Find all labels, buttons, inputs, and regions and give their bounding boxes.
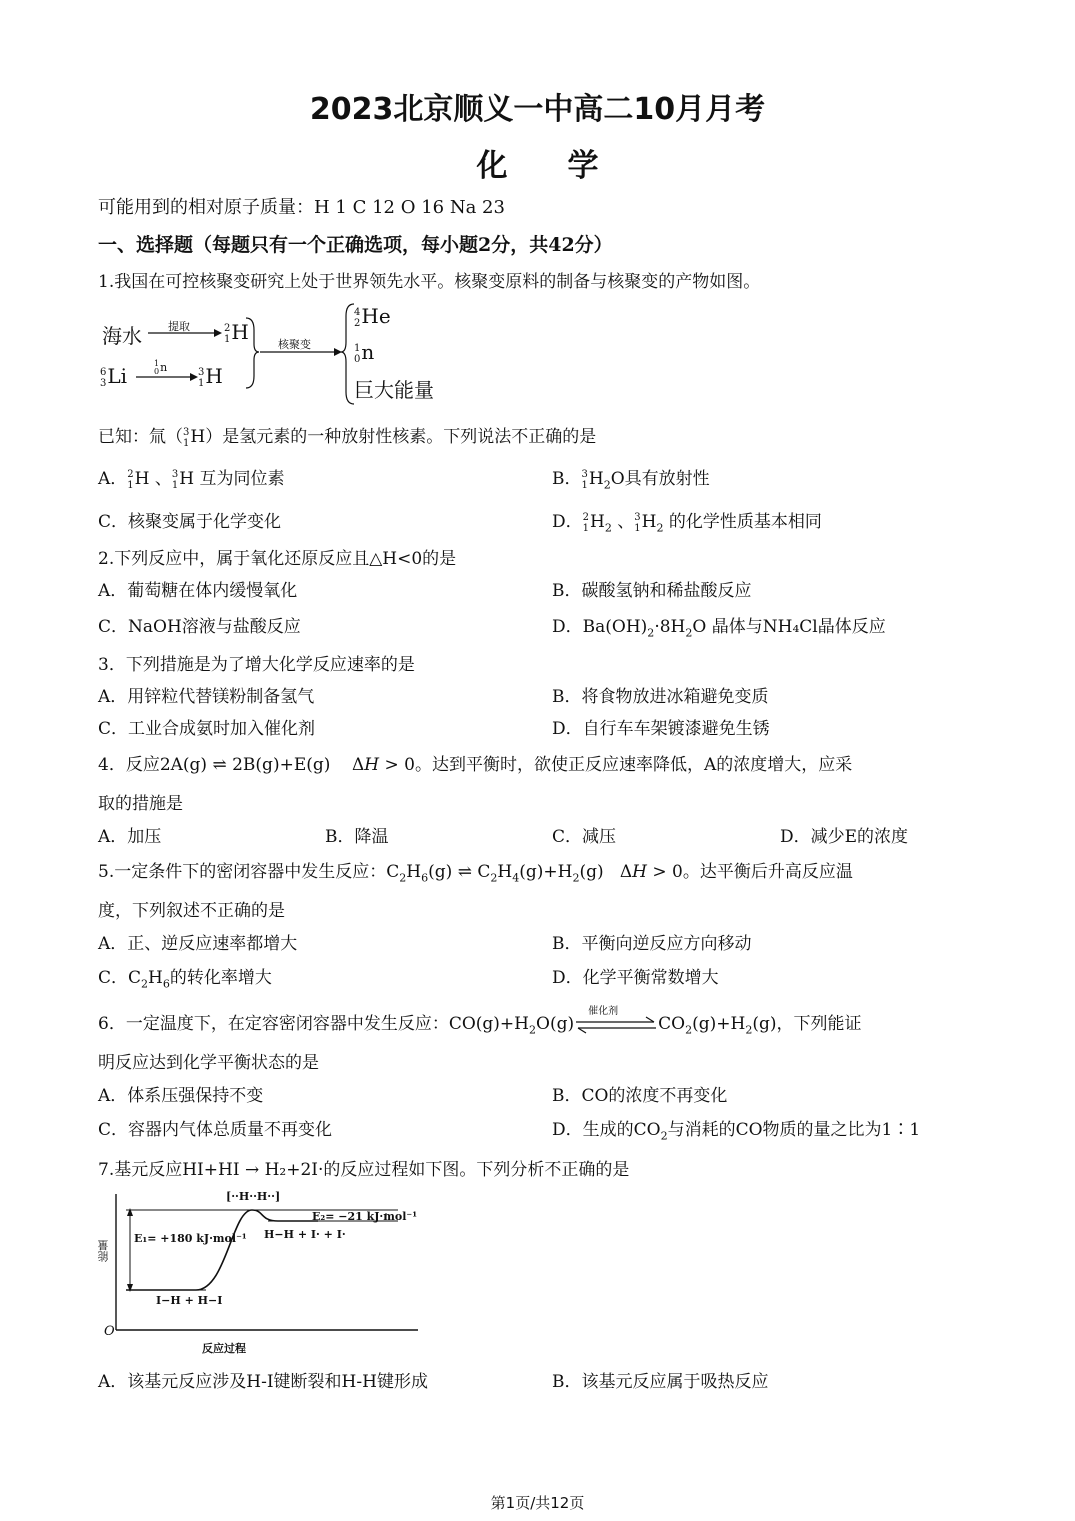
page-footer: 第1页/共12页 [490, 1494, 585, 1512]
q3-option-a[interactable]: A．用锌粒代替镁粉制备氢气 [98, 687, 315, 707]
q1-deuterium: 2 1 H [224, 320, 249, 345]
q7-ylabel: 能量 [97, 1240, 110, 1262]
q5-stem-line2: 度，下列叙述不正确的是 [98, 901, 285, 921]
q1-tritium: 3 1 H [198, 364, 223, 389]
q1-arrow-neutron: 1 0 n [154, 359, 168, 376]
q4-stem-line2: 取的措施是 [98, 794, 183, 814]
q7-reactants-label: I−H + H−I [156, 1294, 223, 1307]
q6-equilibrium-arrow [574, 1016, 658, 1034]
q5-option-a[interactable]: A．正、逆反应速率都增大 [98, 934, 298, 954]
q1-source-seawater: 海水 [102, 324, 142, 348]
q7-xlabel: 反应过程 [202, 1342, 246, 1355]
q7-energy-diagram [98, 1186, 428, 1356]
q1-option-b[interactable]: B． 3 1 $H_2O$具有放射性 [552, 468, 710, 492]
atomic-mass-note: 可能用到的相对原子质量：H 1 C 12 O 16 Na 23 [98, 197, 505, 218]
page-title: 2023北京顺义一中高二10月月考 [309, 92, 766, 127]
q7-e2-label: E₂= −21 kJ·mol⁻¹ [312, 1210, 418, 1223]
q6-stem-line2: 明反应达到化学平衡状态的是 [98, 1053, 319, 1073]
q6-option-b[interactable]: B．CO的浓度不再变化 [552, 1086, 728, 1106]
q1-product-helium: 4 2 He [354, 304, 391, 329]
q6-catalyst-label: 催化剂 [588, 1005, 619, 1017]
q1-fusion-label: 核聚变 [278, 338, 311, 351]
q1-known: 已知：氚（ 3 1 H）是氢元素的一种放射性核素。下列说法不正确的是 [98, 426, 597, 449]
q4-option-a[interactable]: A．加压 [98, 827, 162, 847]
q7-option-a[interactable]: A．该基元反应涉及H-I键断裂和H-H键形成 [98, 1372, 428, 1392]
q7-e1-label: E₁= +180 kJ·mol⁻¹ [134, 1232, 247, 1245]
q1-diagram [98, 300, 458, 410]
q7-stem: 7.基元反应HI+HI → H₂+2I·的反应过程如下图。下列分析不正确的是 [98, 1160, 630, 1180]
q6-option-d[interactable]: D．生成的$CO_2$与消耗的CO物质的量之比为1∶1 [552, 1120, 921, 1143]
q5-stem-line1: 5.一定条件下的密闭容器中发生反应：$C_2H_6(g)$ ⇌ $C_2H_4(g)+H_2(g) \Delta H > 0$。达平衡后升高反应温 [98, 862, 853, 885]
q3-option-d[interactable]: D．自行车车架镀漆避免生锈 [552, 719, 770, 739]
q6-stem-line1: 6．一定温度下，在定容密闭容器中发生反应：$CO(g)+H_2O(g)$ 催化剂 $CO_2(g)+H_2(g)$，下列能证 [98, 1009, 862, 1036]
q1-arrow-extract: 提取 [168, 320, 190, 333]
q7-products-label: H−H + I· + I· [264, 1228, 346, 1241]
q2-option-a[interactable]: A．葡萄糖在体内缓慢氧化 [98, 581, 298, 601]
q4-option-d[interactable]: D．减少E的浓度 [780, 827, 909, 847]
q4-stem-line1: 4．反应2A(g) ⇌ 2B(g)+E(g) ΔH > 0。达到平衡时，欲使正反应速率降低，A的浓度增大，应采 [98, 755, 853, 775]
q5-option-b[interactable]: B．平衡向逆反应方向移动 [552, 934, 752, 954]
q7-transition-state: [··H··H··] [226, 1190, 281, 1203]
q6-option-a[interactable]: A．体系压强保持不变 [98, 1086, 264, 1106]
q1-option-c[interactable]: C．核聚变属于化学变化 [98, 512, 282, 532]
q1-product-neutron: 1 0 n [354, 340, 375, 365]
q2-option-d[interactable]: D．$Ba(OH)_2\cdot 8H_2O$ 晶体与NH₄Cl晶体反应 [552, 617, 886, 640]
q7-option-b[interactable]: B．该基元反应属于吸热反应 [552, 1372, 769, 1392]
q3-option-c[interactable]: C．工业合成氨时加入催化剂 [98, 719, 316, 739]
q3-stem: 3．下列措施是为了增大化学反应速率的是 [98, 655, 415, 675]
q5-option-d[interactable]: D．化学平衡常数增大 [552, 968, 719, 988]
subject-title: 化学 [476, 148, 659, 184]
q4-option-b[interactable]: B．降温 [325, 827, 389, 847]
q2-option-b[interactable]: B．碳酸氢钠和稀盐酸反应 [552, 581, 752, 601]
q6-option-c[interactable]: C．容器内气体总质量不再变化 [98, 1120, 333, 1140]
q1-option-a[interactable]: A． 2 1 H 、 3 1 H 互为同位素 [98, 468, 285, 491]
q5-option-c[interactable]: C．$C_2H_6$的转化率增大 [98, 968, 272, 991]
section-heading: 一、选择题（每题只有一个正确选项，每小题2分，共42分） [98, 234, 613, 256]
q1-option-d[interactable]: D． 2 1 $H_2$ 、 3 1 $H_2$ 的化学性质基本相同 [552, 511, 822, 535]
q2-option-c[interactable]: C．NaOH溶液与盐酸反应 [98, 617, 301, 637]
q1-product-energy: 巨大能量 [354, 378, 434, 402]
q2-stem: 2.下列反应中，属于氧化还原反应且△H<0的是 [98, 549, 457, 569]
q4-option-c[interactable]: C．减压 [552, 827, 617, 847]
q1-lithium: 6 3 Li [100, 364, 128, 389]
q1-stem: 1.我国在可控核聚变研究上处于世界领先水平。核聚变原料的制备与核聚变的产物如图。 [98, 272, 761, 292]
q7-origin: O [104, 1324, 115, 1339]
q3-option-b[interactable]: B．将食物放进冰箱避免变质 [552, 687, 769, 707]
